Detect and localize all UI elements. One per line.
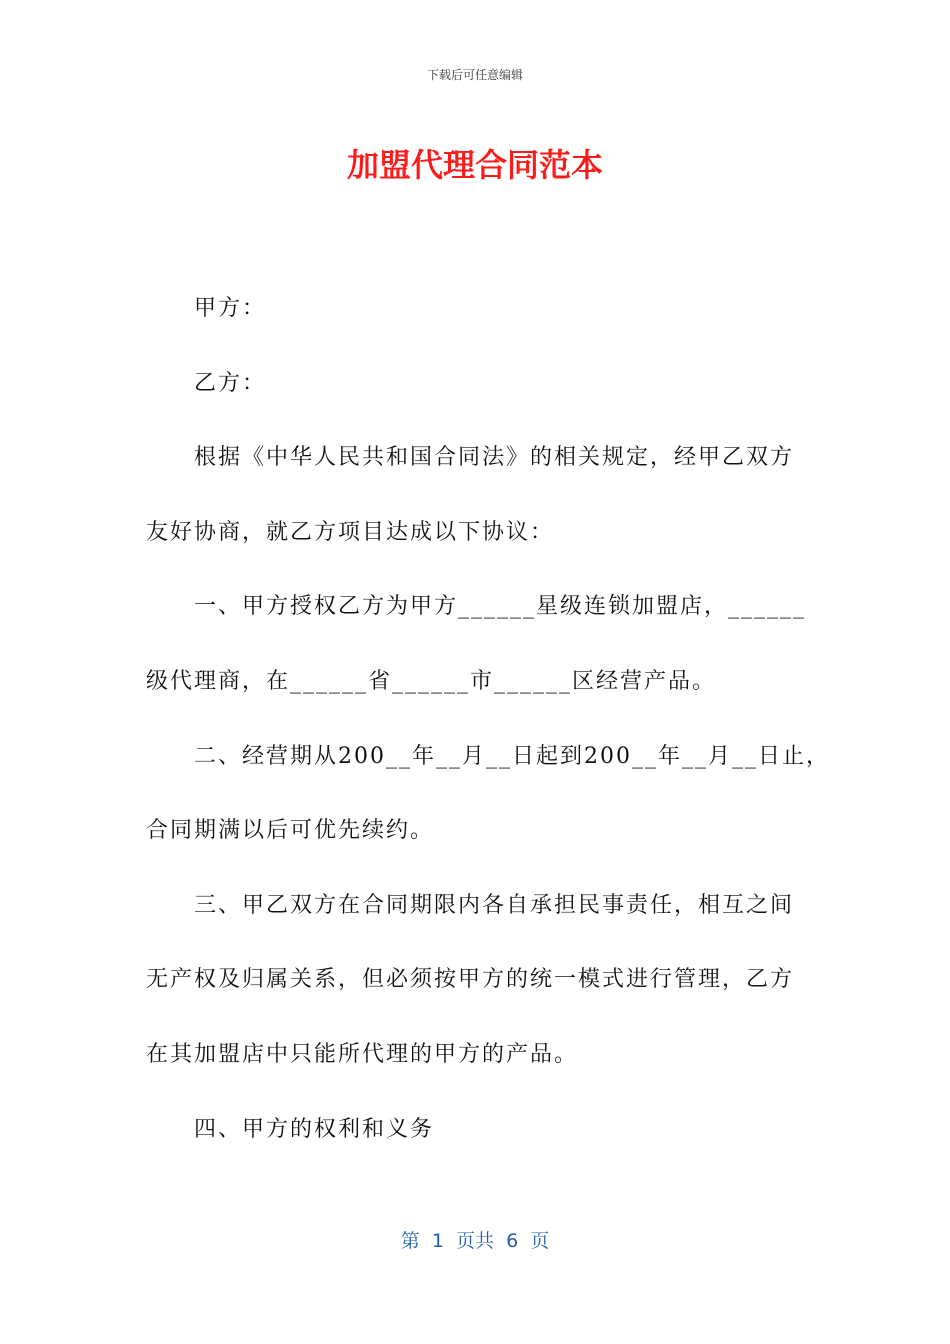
clause-1-line: 一、甲方授权乙方为甲方______星级连锁加盟店，______	[194, 594, 807, 620]
clause-3-line: 无产权及归属关系，但必须按甲方的统一模式进行管理，乙方	[146, 967, 795, 993]
clause-2-line: 合同期满以后可优先续约。	[146, 818, 435, 844]
party-a-line: 甲方：	[194, 296, 267, 321]
header-note: 下载后可任意编辑	[426, 68, 523, 82]
page-indicator: 第 1 页共 6 页	[400, 1230, 550, 1252]
clause-2-line: 二、经营期从200__年__月__日起到200__年__月__日止，	[194, 743, 830, 769]
clause-1-line: 级代理商，在______省______市______区经营产品。	[146, 668, 717, 694]
document-title: 加盟代理合同范本	[346, 146, 603, 184]
clause-3-line: 三、甲乙双方在合同期限内各自承担民事责任，相互之间	[194, 892, 795, 918]
clause-4-heading: 四、甲方的权利和义务	[194, 1116, 435, 1142]
paragraph-line: 友好协商，就乙方项目达成以下协议：	[146, 519, 555, 545]
paragraph-line: 根据《中华人民共和国合同法》的相关规定，经甲乙双方	[194, 445, 795, 471]
document-body	[146, 272, 830, 1167]
party-b-line: 乙方：	[194, 370, 267, 396]
clause-3-line: 在其加盟店中只能所代理的甲方的产品。	[146, 1041, 579, 1067]
